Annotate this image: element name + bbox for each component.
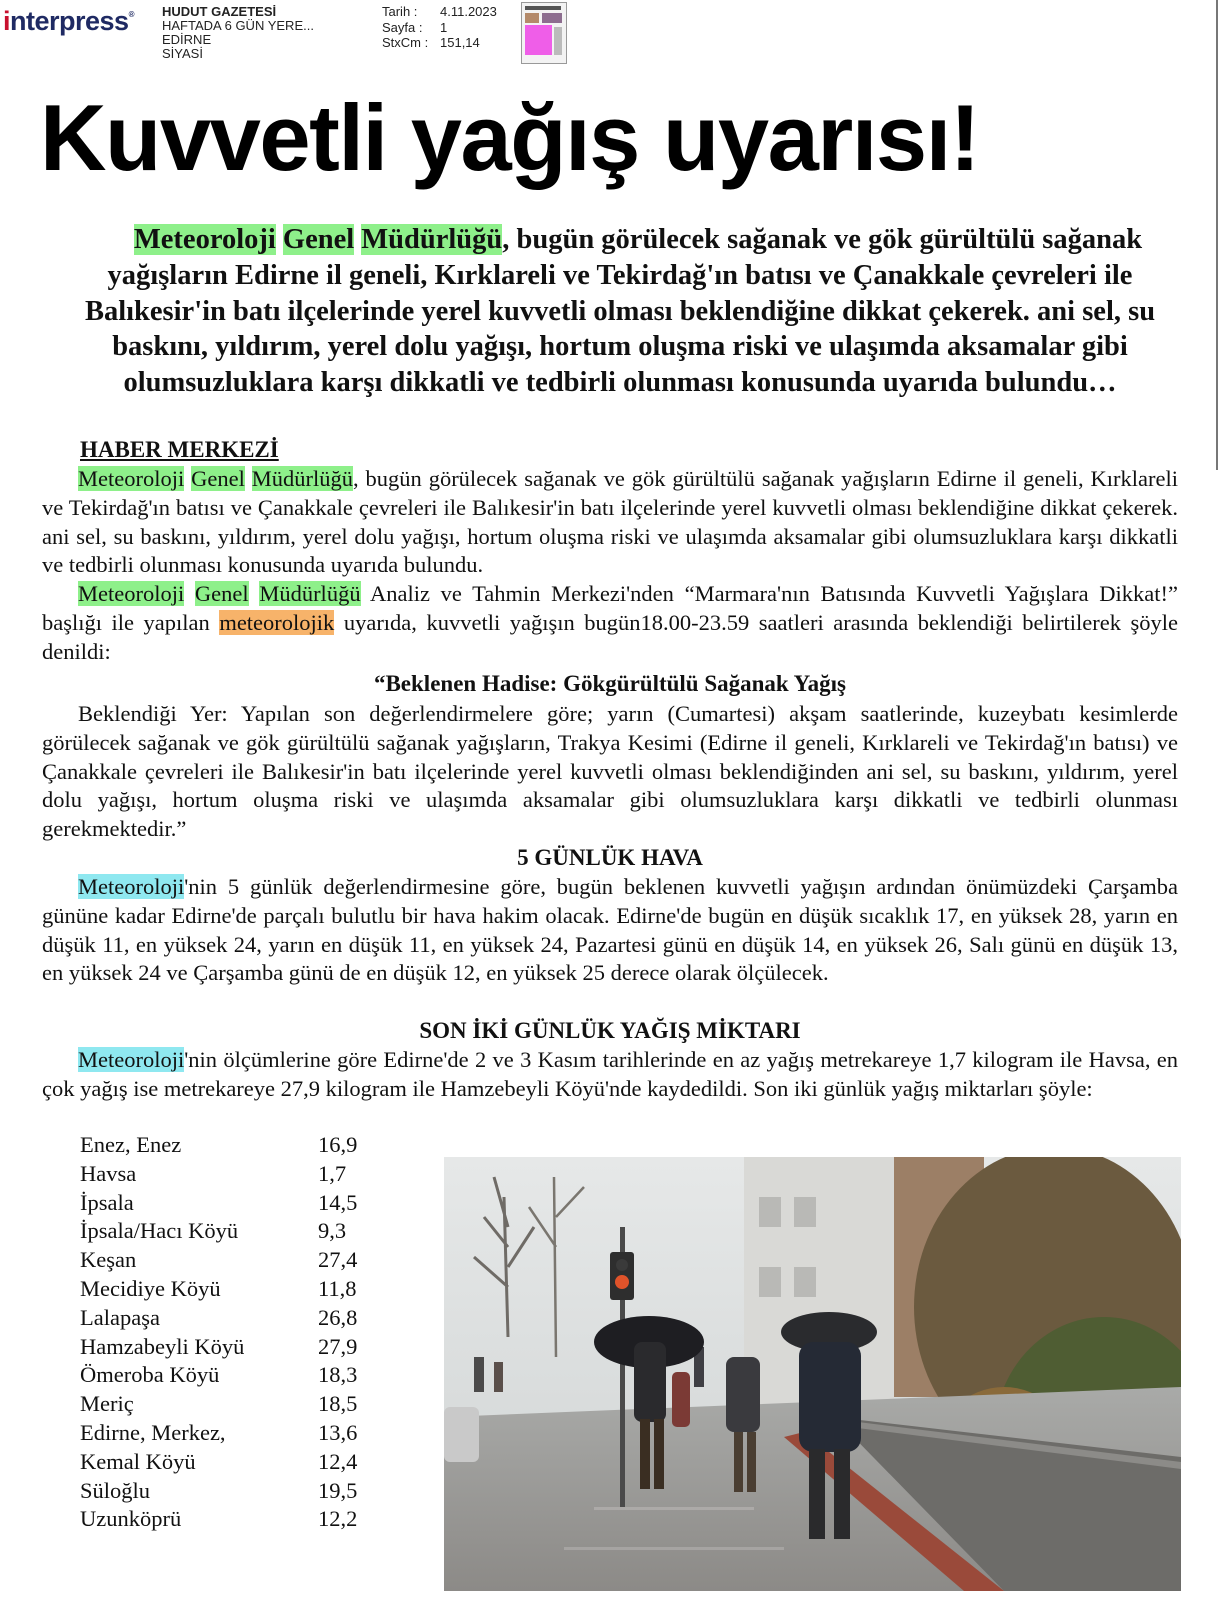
- size-label: StxCm :: [382, 35, 429, 50]
- rainfall-location: İpsala: [80, 1189, 134, 1215]
- highlight-meteo: Meteoroloji: [78, 1047, 185, 1072]
- page-label: Sayfa :: [382, 19, 423, 35]
- rainfall-location: Uzunköprü: [80, 1506, 182, 1532]
- page-value: 1: [440, 19, 448, 35]
- rainfall-row: [80, 1246, 378, 1275]
- rainfall-row: [80, 1361, 378, 1390]
- rainfall-amount: 11,8: [318, 1275, 357, 1301]
- rainfall-heading: SON İKİ GÜNLÜK YAĞIŞ MİKTARI: [419, 1018, 801, 1043]
- rainfall-amount: 1,7: [318, 1160, 347, 1186]
- rainfall-location: Edirne, Merkez,: [80, 1419, 226, 1445]
- rainfall-amount: 12,4: [318, 1448, 358, 1474]
- rainfall-row: [80, 1477, 378, 1506]
- rainfall-row: [80, 1275, 378, 1304]
- rainfall-location: Enez, Enez: [80, 1132, 182, 1157]
- rainfall-location: Ömeroba Köyü: [80, 1362, 220, 1388]
- rainfall-location: Keşan: [80, 1247, 137, 1273]
- byline: HABER MERKEZİ: [80, 437, 279, 462]
- rainy-street-photo: [444, 1157, 1181, 1591]
- clipping-header: [0, 0, 1220, 70]
- rainfall-row: [80, 1304, 378, 1333]
- paragraph-1: Meteoroloji Genel Müdürlüğü, bugün görülecek sağanak ve gök gürültülü sağanak yağışların Edirne il geneli, Kırklareli ve Tekirdağ'ın batısı ve Çanakkale çevreleri ile Balıkesir'in batı ilçelerinde yerel kuvvetli olması beklendiğine dikkat çekerek. ani sel, su baskını, yıldırım, yerel dolu yağışı, hortum oluşma riski ve ulaşımda aksamalar gibi olumsuzluklara karşı dikkatli ve tedbirli olunması konusunda uyarıda bulundu.: [42, 466, 1179, 578]
- page-thumbnail[interactable]: [521, 2, 567, 64]
- rainfall-location: Hamzabeyli Köyü: [80, 1333, 245, 1359]
- lead-text: , bugün görülecek sağanak ve gök gürültülü sağanak yağışların Edirne il geneli, Kırklareli ve Tekirdağ'ın batısı ve Çanakkale çevreleri ile Balıkesir'in batı ilçelerinde yerel kuvvetli olması beklendiğine dikkat çekerek. ani sel, su baskını, yıldırım, yerel dolu yağışı, hortum oluşma riski ve ulaşımda aksamalar gibi olumsuzluklara karşı dikkatli ve tedbirli olunması konusunda uyarıda bulundu…: [84, 224, 1156, 399]
- publication-category: SİYASİ: [162, 46, 203, 61]
- rainfall-amount: 27,9: [318, 1333, 358, 1359]
- publication-name: HUDUT GAZETESİ: [162, 4, 277, 19]
- quote-body: Beklendiği Yer: Yapılan son değerlendirmelere göre; yarın (Cumartesi) akşam saatlerinde, kuzeybatı kesimlerde görülecek sağanak ve gök gürültülü sağanak yağışların, Trakya Kesimi (Edirne il geneli, Kırklareli ve Tekirdağ'ın batısı) ve Çanakkale çevreleri ile Balıkesir'in batı ilçelerinde yerel kuvvetli olması beklendiğinden ani sel, su baskını, yıldırım, yerel dolu yağışı, hortum oluşma riski ve ulaşımda aksamalar gibi olumsuzluklara karşı dikkatli ve tedbirli olunması gerekmektedir.”: [42, 701, 1178, 842]
- rainfall-location: Kemal Köyü: [80, 1448, 196, 1474]
- rainfall-row: [80, 1333, 378, 1362]
- rainfall-amount: 16,9: [318, 1132, 358, 1157]
- highlight-org: Meteoroloji: [78, 581, 185, 606]
- rainfall-amount: 27,4: [318, 1247, 358, 1273]
- paragraph-2: Meteoroloji Genel Müdürlüğü Analiz ve Tahmin Merkezi'nden “Marmara'nın Batısında Kuvvetli Yağışlara Dikkat!” başlığı ile yapılan meteorolojik uyarıda, kuvvetli yağışın bugün18.00-23.59 saatleri arasında beklendiği belirtilerek şöyle denildi:: [42, 581, 1179, 664]
- rainfall-row: [80, 1390, 378, 1419]
- highlight-org: Genel: [282, 224, 355, 255]
- date-value: 4.11.2023: [440, 4, 497, 19]
- interpress-logo: interpress®: [3, 6, 134, 36]
- highlight-org: Meteoroloji: [78, 466, 185, 491]
- rainfall-row: [80, 1419, 378, 1448]
- highlight-org: Genel: [191, 466, 245, 491]
- rainfall-amount: 14,5: [318, 1189, 358, 1215]
- rainfall-amount: 18,3: [318, 1362, 358, 1388]
- article-headline: Kuvvetli yağış uyarısı!: [40, 85, 979, 190]
- rainfall-amount: 19,5: [318, 1477, 358, 1503]
- scan-edge-line: [1216, 0, 1218, 470]
- rainfall-location: Lalapaşa: [80, 1304, 160, 1330]
- rainfall-location: Süloğlu: [80, 1477, 151, 1503]
- forecast-paragraph: Meteoroloji'nin 5 günlük değerlendirmesine göre, bugün beklenen kuvvetli yağışın ardından önümüzdeki Çarşamba gününe kadar Edirne'de parçalı bulutlu bir hava hakim olacak. Edirne'de bugün en düşük sıcaklık 17, en yüksek 28, yarın en düşük 11, en yüksek 24, yarın en düşük 11, en yüksek 24, Pazartesi günü en düşük 14, en yüksek 26, Salı günü en düşük 13, en yüksek 24 ve Çarşamba günü de en düşük 12, en yüksek 25 derece olarak ölçülecek.: [42, 874, 1178, 986]
- highlight-org: Genel: [194, 581, 249, 606]
- clipping-meta: [382, 4, 497, 51]
- rainfall-location: İpsala/Hacı Köyü: [80, 1218, 239, 1244]
- highlight-keyword: meteorolojik: [219, 609, 335, 635]
- quote-heading: “Beklenen Hadise: Gökgürültülü Sağanak Yağış: [373, 671, 847, 696]
- publication-frequency: HAFTADA 6 GÜN YERE...: [162, 18, 314, 33]
- publication-info: [162, 5, 314, 61]
- rainfall-amount: 18,5: [318, 1391, 358, 1417]
- rainfall-intro: Meteoroloji'nin ölçümlerine göre Edirne'de 2 ve 3 Kasım tarihlerinde en az yağış metrekareye 1,7 kilogram ile Havsa, en çok yağış ise metrekareye 27,9 kilogram ile Hamzebeyli Köyü'nde kaydedildi. Son iki günlük yağış miktarları şöyle:: [42, 1047, 1178, 1101]
- rainfall-amount: 9,3: [318, 1218, 347, 1244]
- rainfall-location: Havsa: [80, 1160, 137, 1186]
- rainfall-row: [80, 1160, 378, 1189]
- rainfall-location: Mecidiye Köyü: [80, 1275, 221, 1301]
- highlight-org: Müdürlüğü: [251, 466, 354, 491]
- date-label: Tarih :: [382, 4, 418, 19]
- rainfall-row: [80, 1217, 378, 1246]
- rainfall-row: [80, 1505, 378, 1534]
- highlight-meteo: Meteoroloji: [78, 874, 185, 899]
- rainfall-amount: 26,8: [318, 1304, 358, 1330]
- rainfall-amount: 12,2: [318, 1506, 358, 1532]
- size-value: 151,14: [440, 35, 480, 50]
- highlight-org: Müdürlüğü: [259, 581, 361, 606]
- rainfall-list: [80, 1131, 378, 1534]
- article-lead: [52, 222, 1188, 401]
- rainfall-row: [80, 1131, 378, 1160]
- rainfall-location: Meriç: [80, 1391, 134, 1417]
- highlight-org: Müdürlüğü: [361, 224, 503, 255]
- rainfall-row: [80, 1189, 378, 1218]
- highlight-org: Meteoroloji: [133, 224, 276, 255]
- rainfall-row: [80, 1448, 378, 1477]
- publication-city: EDİRNE: [162, 32, 212, 47]
- rainfall-amount: 13,6: [318, 1419, 358, 1445]
- forecast-heading: 5 GÜNLÜK HAVA: [517, 845, 703, 870]
